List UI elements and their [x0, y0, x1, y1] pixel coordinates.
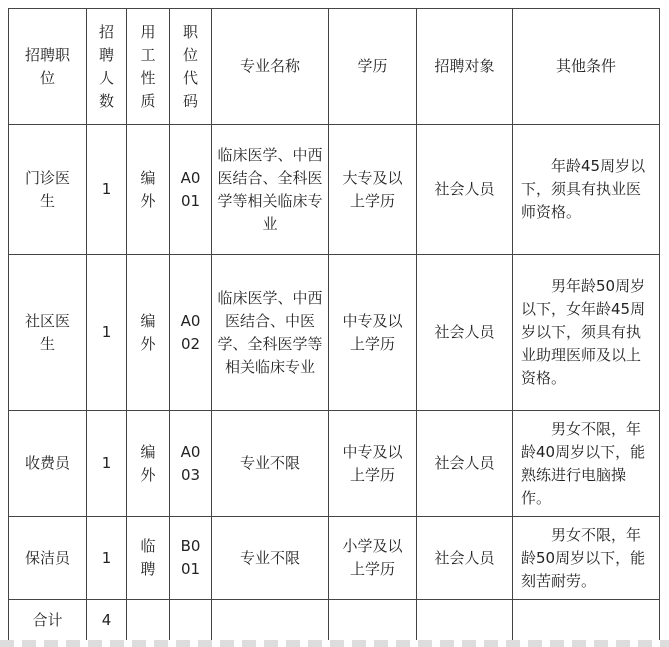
- cell-employment-type: 编外: [127, 411, 170, 517]
- cell-major: 临床医学、中西医结合、中医学、全科医学等相关临床专业: [212, 255, 329, 411]
- header-major: 专业名称: [212, 9, 329, 125]
- header-position: 招聘职位: [9, 9, 87, 125]
- total-empty: [417, 600, 513, 642]
- header-employment-type: 用工性质: [127, 9, 170, 125]
- cell-other-conditions: 年龄45周岁以下，须具有执业医师资格。: [513, 125, 660, 255]
- total-count: 4: [87, 600, 127, 642]
- header-other-conditions: 其他条件: [513, 9, 660, 125]
- cell-target: 社会人员: [417, 411, 513, 517]
- cell-education: 中专及以上学历: [329, 255, 417, 411]
- table-row: [9, 517, 660, 600]
- total-empty: [170, 600, 212, 642]
- cell-employment-type: 临聘: [127, 517, 170, 600]
- total-empty: [329, 600, 417, 642]
- table-row: [9, 125, 660, 255]
- total-label: 合计: [9, 600, 87, 642]
- cell-position: 社区医生: [9, 255, 87, 411]
- cell-other-conditions: 男年龄50周岁以下，女年龄45周岁以下，须具有执业助理医师及以上资格。: [513, 255, 660, 411]
- cell-position: 保洁员: [9, 517, 87, 600]
- cell-education: 中专及以上学历: [329, 411, 417, 517]
- cell-position-code: A002: [170, 255, 212, 411]
- cell-count: 1: [87, 255, 127, 411]
- cell-target: 社会人员: [417, 255, 513, 411]
- cell-major: 临床医学、中西医结合、全科医学等相关临床专业: [212, 125, 329, 255]
- cell-position: 门诊医生: [9, 125, 87, 255]
- header-position-code: 职位代码: [170, 9, 212, 125]
- cell-other-conditions: 男女不限，年龄40周岁以下，能熟练进行电脑操作。: [513, 411, 660, 517]
- cell-target: 社会人员: [417, 125, 513, 255]
- total-empty: [513, 600, 660, 642]
- cell-position-code: B001: [170, 517, 212, 600]
- cell-education: 小学及以上学历: [329, 517, 417, 600]
- cell-education: 大专及以上学历: [329, 125, 417, 255]
- cell-position-code: A001: [170, 125, 212, 255]
- table-row: [9, 255, 660, 411]
- cell-target: 社会人员: [417, 517, 513, 600]
- cell-position: 收费员: [9, 411, 87, 517]
- header-count: 招聘人数: [87, 9, 127, 125]
- total-row: [9, 600, 660, 642]
- recruitment-table: [8, 8, 660, 642]
- cell-count: 1: [87, 125, 127, 255]
- cell-position-code: A003: [170, 411, 212, 517]
- header-education: 学历: [329, 9, 417, 125]
- total-empty: [127, 600, 170, 642]
- table-row: [9, 411, 660, 517]
- cropped-text-edge: [0, 640, 669, 647]
- cell-employment-type: 编外: [127, 125, 170, 255]
- header-row: [9, 9, 660, 125]
- cell-employment-type: 编外: [127, 255, 170, 411]
- total-empty: [212, 600, 329, 642]
- cell-major: 专业不限: [212, 517, 329, 600]
- cell-other-conditions: 男女不限，年龄50周岁以下，能刻苦耐劳。: [513, 517, 660, 600]
- header-target: 招聘对象: [417, 9, 513, 125]
- cell-major: 专业不限: [212, 411, 329, 517]
- cell-count: 1: [87, 411, 127, 517]
- cell-count: 1: [87, 517, 127, 600]
